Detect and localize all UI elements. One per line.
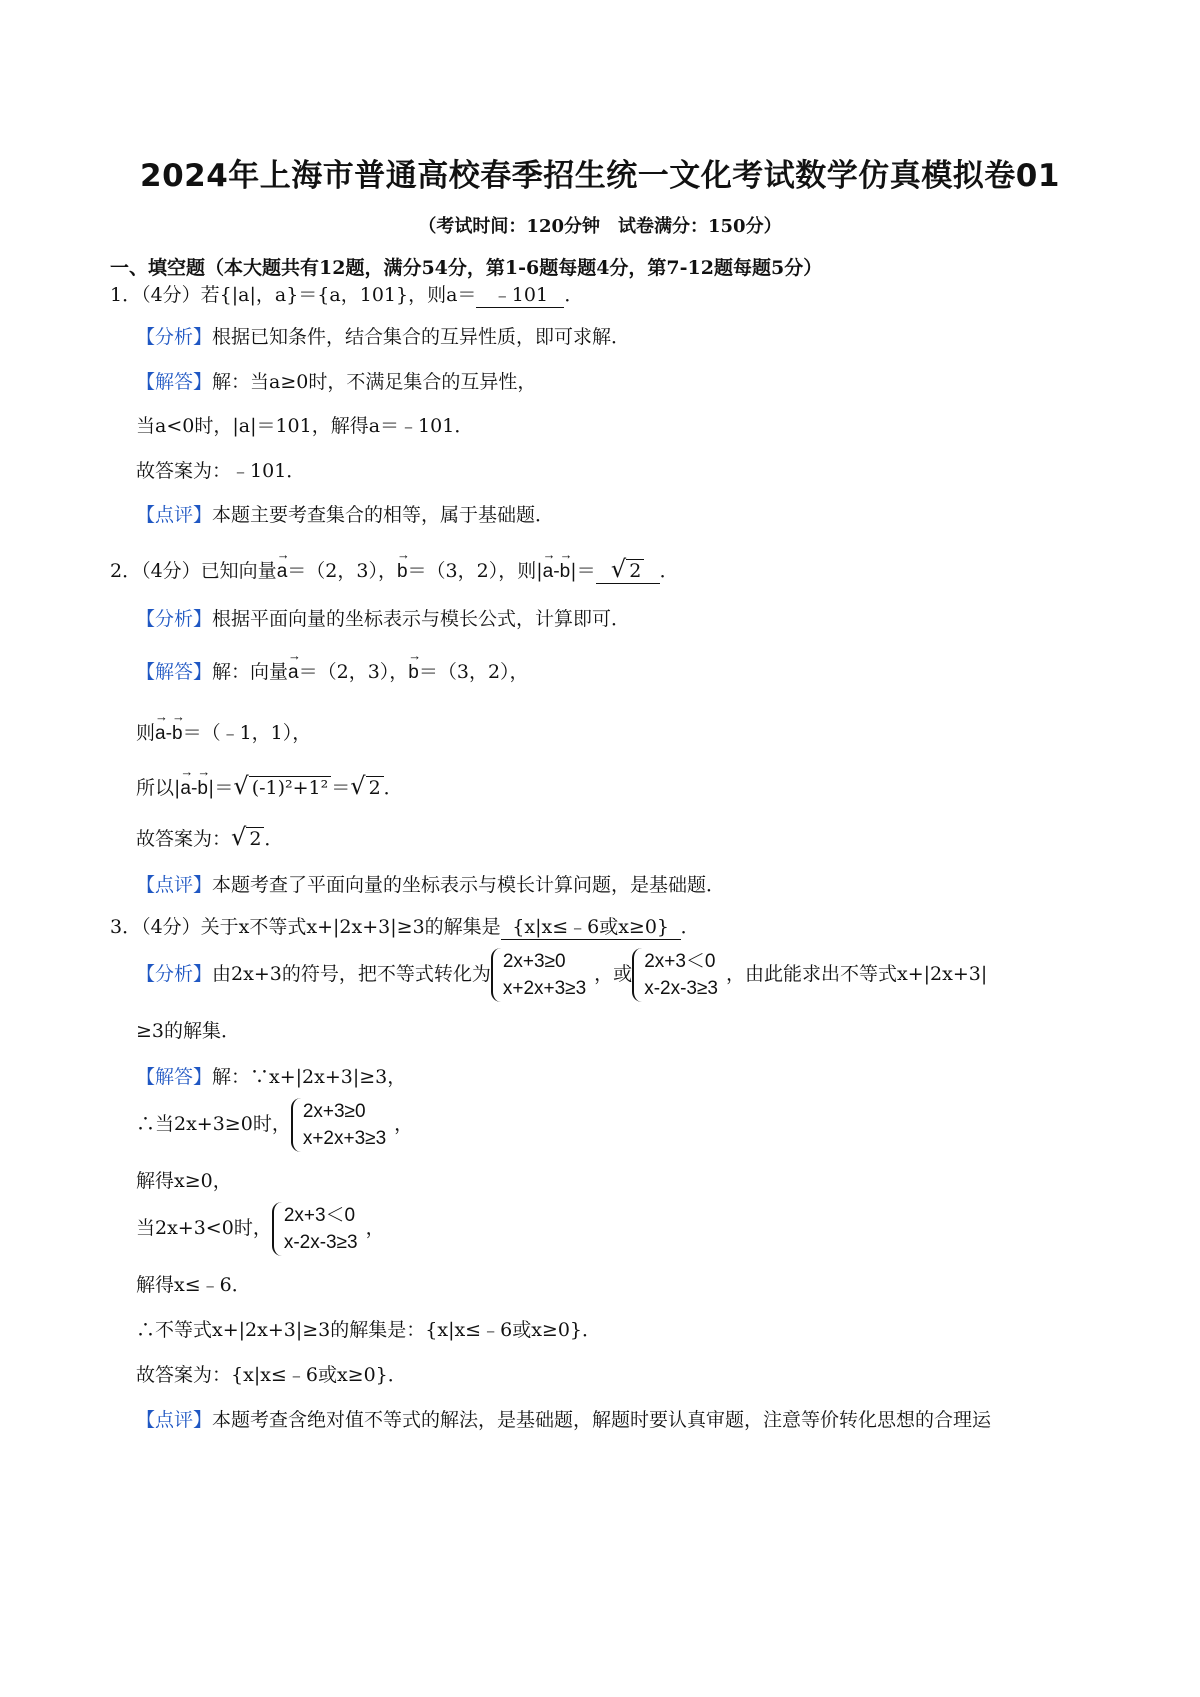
inequality-system-1: 2x+3≥0 x+2x+3≥3 bbox=[491, 948, 594, 1002]
q1-comment: 【点评】本题主要考查集合的相等，属于基础题． bbox=[136, 504, 555, 526]
q3-conclusion: ∴不等式x+|2x+3|≥3的解集是：{x|x≤﹣6或x≥0}． bbox=[136, 1319, 601, 1341]
q3-analysis: 【分析】由2x+3的符号，把不等式转化为2x+3≥0 x+2x+3≥3，或2x+3＜0 x-2x-3≥3，由此能求出不等式x+|2x+3| bbox=[136, 948, 987, 1002]
q2-solution: 【解答】解：向量→ a＝（2，3），→ b＝（3，2）， bbox=[136, 657, 529, 684]
exam-info: （考试时间：120分钟 试卷满分：150分） bbox=[418, 216, 782, 237]
q2-stem: 2．（4分）已知向量→ a＝（2，3），→ b＝（3，2），则|→ a-→ b|＝ √ 2 ． bbox=[110, 555, 679, 584]
q3-analysis-cont: ≥3的解集． bbox=[136, 1020, 241, 1042]
q2-answer: 故答案为：√ 2 ． bbox=[136, 823, 284, 851]
q2-comment: 【点评】本题考查了平面向量的坐标表示与模长计算问题，是基础题． bbox=[136, 874, 726, 896]
section-heading: 一、填空题（本大题共有12题，满分54分，第1-6题每题4分，第7-12题每题5分） bbox=[110, 257, 823, 279]
q3-comment: 【点评】本题考查含绝对值不等式的解法，是基础题，解题时要认真审题，注意等价转化思想的合理运 bbox=[136, 1409, 992, 1431]
vector-b: → b bbox=[397, 561, 408, 583]
q1-answer: 故答案为：﹣101． bbox=[136, 460, 306, 482]
q3-result1: 解得x≥0， bbox=[136, 1170, 232, 1192]
modulus-expression: (-1)²+1² bbox=[249, 776, 332, 799]
q3-case2: 当2x+3<0时，2x+3＜0 x-2x-3≥3， bbox=[136, 1202, 385, 1256]
q1-stem: 1．（4分）若{|a|，a}＝{a，101}，则a＝ ﹣101 ． bbox=[110, 280, 583, 308]
radical-sign: √ bbox=[610, 555, 627, 583]
q3-stem: 3．（4分）关于x不等式x+|2x+3|≥3的解集是 {x|x≤﹣6或x≥0} ． bbox=[110, 912, 700, 940]
q3-answer-blank: {x|x≤﹣6或x≥0} bbox=[501, 912, 681, 940]
q1-answer-blank: ﹣101 bbox=[476, 280, 564, 308]
q2-analysis: 【分析】根据平面向量的坐标表示与模长公式，计算即可． bbox=[136, 608, 631, 630]
q1-solution-line: 当a<0时，|a|＝101，解得a＝﹣101． bbox=[136, 415, 474, 437]
q1-analysis: 【分析】根据已知条件，结合集合的互异性质，即可求解． bbox=[136, 326, 631, 348]
q3-answer: 故答案为：{x|x≤﹣6或x≥0}． bbox=[136, 1364, 407, 1386]
q3-solution: 【解答】解：∵x+|2x+3|≥3， bbox=[136, 1066, 407, 1088]
q3-case1: ∴当2x+3≥0时，2x+3≥0 x+2x+3≥3， bbox=[136, 1098, 413, 1152]
analysis-tag: 【分析】 bbox=[136, 326, 213, 348]
q2-difference: 则→ a-→ b＝（﹣1，1）， bbox=[136, 718, 311, 745]
q1-solution: 【解答】解：当a≥0时，不满足集合的互异性， bbox=[136, 371, 537, 393]
q2-answer-blank: √ 2 bbox=[596, 555, 660, 584]
vector-a: → a bbox=[277, 561, 288, 583]
comment-tag: 【点评】 bbox=[136, 504, 213, 526]
q2-modulus: 所以|→ a-→ b|＝√ (-1)²+1² ＝√ 2 ． bbox=[136, 772, 403, 800]
solution-tag: 【解答】 bbox=[136, 371, 213, 393]
inequality-system-2: 2x+3＜0 x-2x-3≥3 bbox=[632, 948, 726, 1002]
q3-result2: 解得x≤﹣6． bbox=[136, 1274, 251, 1296]
page-title: 2024年上海市普通高校春季招生统一文化考试数学仿真模拟卷01 bbox=[140, 158, 1060, 194]
